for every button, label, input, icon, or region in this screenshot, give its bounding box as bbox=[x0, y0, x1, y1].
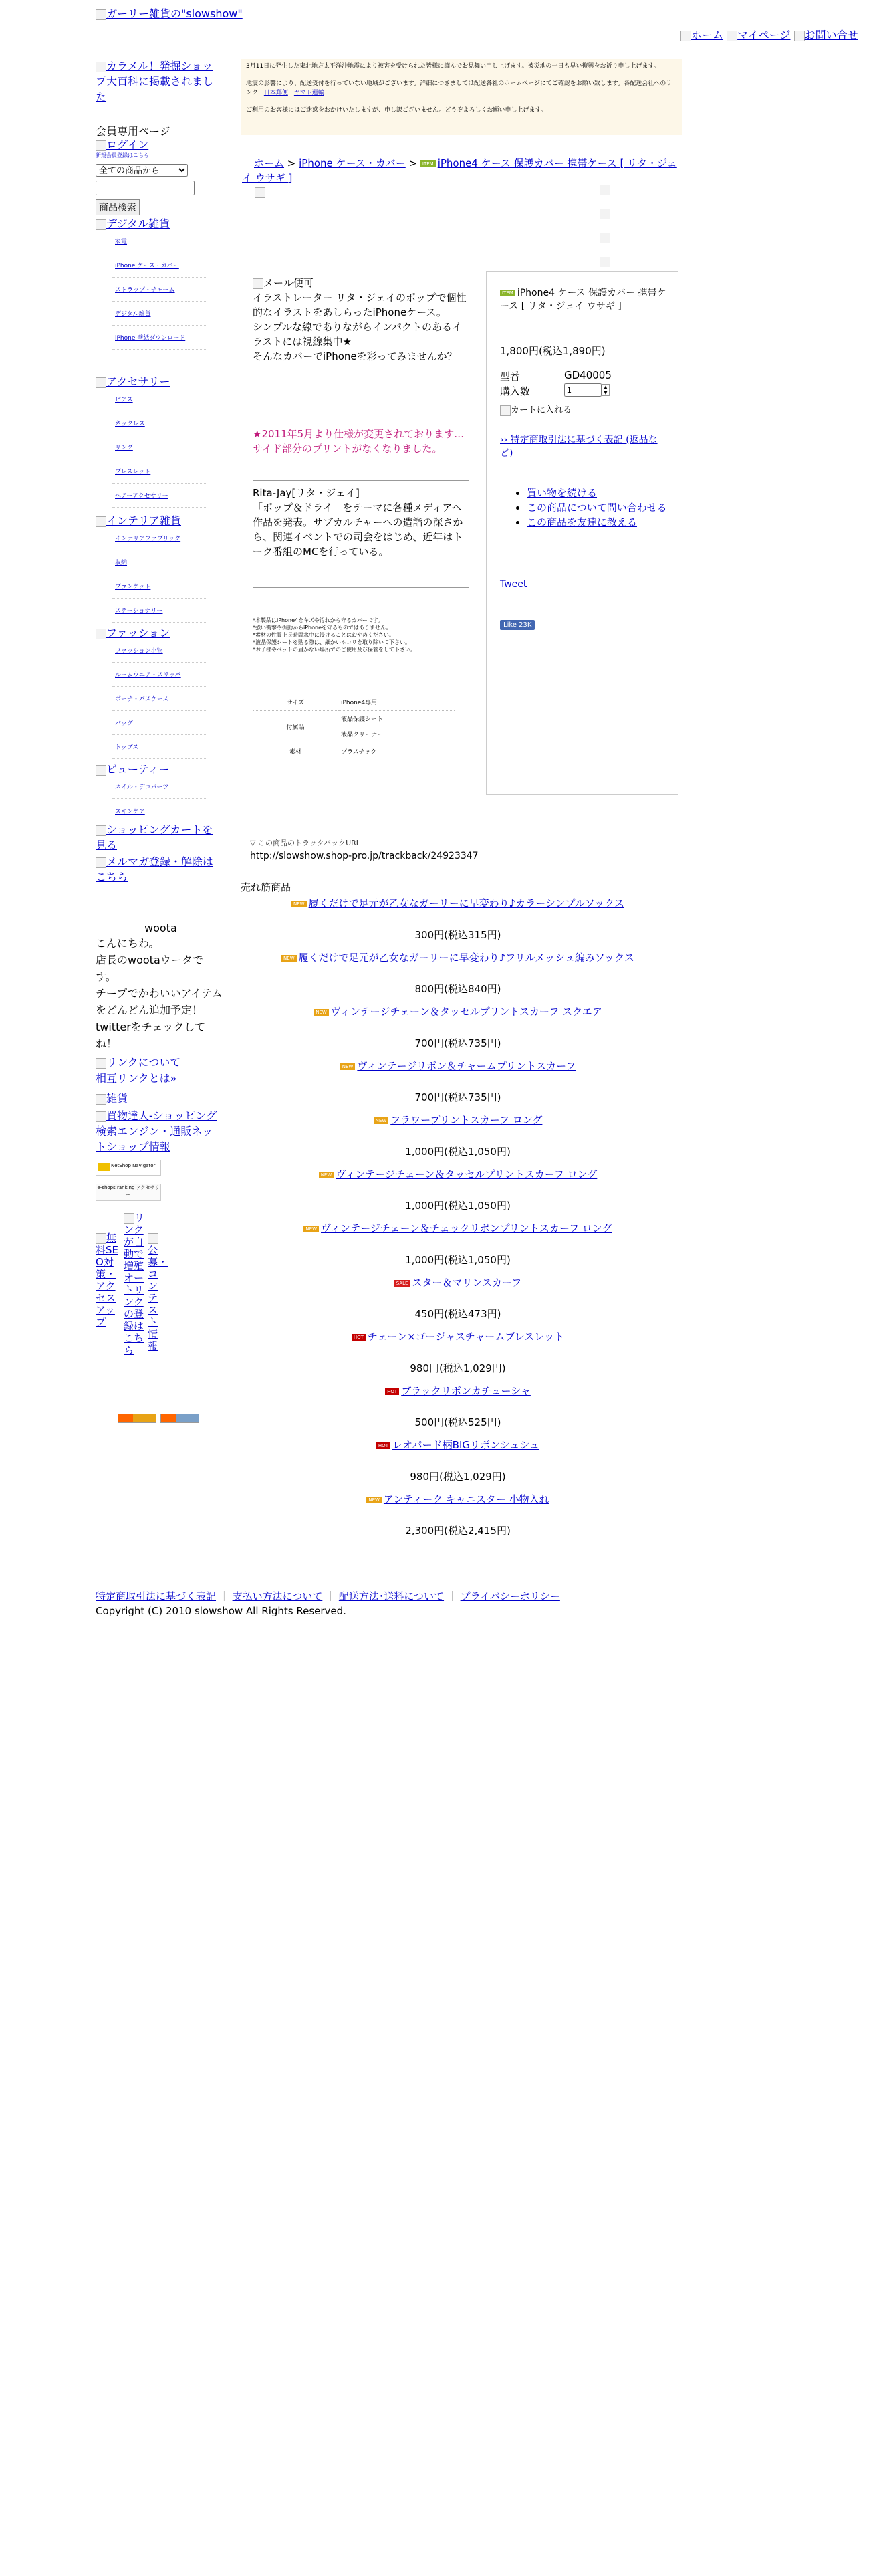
description bbox=[253, 276, 471, 364]
law-link[interactable]: ›› 特定商取引法に基づく表記 (返品など) bbox=[500, 435, 658, 459]
breadcrumb-category[interactable]: iPhone ケース・カバー bbox=[299, 157, 406, 169]
banner-image-icon bbox=[96, 62, 106, 72]
ranking-item-link[interactable]: レオパード柄BIGリボンシュシュ bbox=[392, 1439, 540, 1451]
sidebar-subcategory-link[interactable]: ブランケット bbox=[115, 584, 151, 591]
disaster-notice bbox=[241, 59, 682, 135]
seo-icon bbox=[96, 1233, 106, 1244]
search-engine-icon bbox=[96, 1111, 106, 1122]
sidebar-subcategory bbox=[115, 396, 202, 405]
sidebar-subcategory bbox=[115, 535, 202, 544]
category-title[interactable]: アクセサリー bbox=[106, 375, 170, 388]
breadcrumb-item[interactable]: iPhone4 ケース 保護カバー 携帯ケース [ リタ・ジェイ ウサギ ] bbox=[242, 157, 677, 184]
ranking-item bbox=[241, 1167, 675, 1212]
category-title[interactable]: インテリア雑貨 bbox=[106, 514, 182, 527]
category-heading[interactable] bbox=[96, 625, 170, 640]
sidebar-subcategory-link[interactable]: iPhone ケース・カバー bbox=[115, 263, 179, 270]
ranking-item-price: 1,000円(税込1,050円) bbox=[405, 1200, 511, 1212]
contact-icon bbox=[794, 31, 805, 41]
sidebar-subcategory bbox=[115, 444, 202, 453]
login-block[interactable] bbox=[96, 136, 148, 152]
rss-badge[interactable] bbox=[118, 1414, 156, 1423]
desc-text-1: イラストレーター リタ・ジェイのポップで個性的なイラストをあしらったiPhoneケース。 bbox=[253, 292, 467, 318]
ranking-item bbox=[241, 1221, 675, 1267]
ranking-item bbox=[241, 1329, 675, 1375]
sidebar-subcategory bbox=[115, 671, 202, 680]
sidebar-subcategory bbox=[115, 492, 202, 501]
ranking-item bbox=[241, 1004, 675, 1050]
zakka-icon bbox=[96, 1094, 106, 1105]
sidebar-subcategory-link[interactable]: ファッション小物 bbox=[115, 648, 163, 655]
link-about-icon bbox=[96, 1058, 106, 1069]
footer-payment-link[interactable]: 支払い方法について bbox=[232, 1590, 323, 1602]
cart-link[interactable]: ショッピングカートを見る bbox=[96, 823, 213, 851]
copyright: Copyright (C) 2010 slowshow All Rights Reserved. bbox=[96, 1605, 346, 1617]
ranking-item-link[interactable]: ヴィンテージチェーン＆タッセルプリントスカーフ ロング bbox=[336, 1168, 598, 1180]
sidebar-subcategory-link[interactable]: リング bbox=[115, 445, 133, 451]
login-link[interactable]: ログイン bbox=[106, 138, 149, 151]
search-category-select[interactable] bbox=[96, 164, 188, 177]
mailmag-link[interactable]: メルマガ登録・解除はこちら bbox=[96, 855, 214, 883]
ranking-badge-icon: HOT bbox=[376, 1442, 390, 1449]
sidebar-subcategory bbox=[115, 262, 202, 271]
seo-link[interactable]: 無料SEO対策・アクセスアップ bbox=[96, 1232, 118, 1328]
eshops-badge[interactable]: e-shops ranking アクセサリー bbox=[96, 1184, 161, 1201]
notice-line-2: 地震の影響により、配送受付を行っていない地域がございます。詳細につきましては配送各社のホームページにてご確認をお願い致します。各配送会社へのリンク bbox=[246, 80, 672, 96]
sidebar-subcategory bbox=[115, 420, 202, 429]
ranking-item-link[interactable]: チェーン×ゴージャスチャームブレスレット bbox=[367, 1331, 565, 1343]
model-label: 型番 bbox=[500, 370, 521, 383]
spec-row: 付属品 液晶保護シート 液晶クリーナー bbox=[253, 711, 455, 742]
pub-link[interactable]: 公募・コンテスト情報 bbox=[148, 1244, 168, 1352]
care-notes: *本製品はiPhone4をキズや汚れから守るカバーです。 *強い衝撃や振動からiPhoneを守るものではありません。 *素材の性質上長時間水中に浸けることはおやめください。 *液晶保護シートを貼る際は、細かいホコリを取り除いて下さい。 *お子様やペットの届かない場所でのご使用及び保管をして下さい。 bbox=[253, 617, 416, 653]
mail-bin-label: メール便可 bbox=[263, 277, 314, 289]
breadcrumb-home[interactable]: ホーム bbox=[254, 157, 285, 169]
thumb-image-icon-1[interactable] bbox=[600, 185, 610, 195]
artist-title: Rita-Jay[リタ・ジェイ] bbox=[253, 487, 360, 499]
netshop-badge[interactable]: NetShop Navigator bbox=[96, 1160, 161, 1176]
sidebar-subcategory-link[interactable]: 収納 bbox=[115, 560, 128, 566]
desc-text-2: シンプルな線でありながらインパクトのあるイラストには視線集中★ bbox=[253, 321, 462, 348]
product-actions bbox=[500, 486, 687, 530]
desc-text-3: そんなカバーでiPhoneを彩ってみませんか？ bbox=[253, 350, 457, 362]
inquiry-link[interactable]: この商品について問い合わせる bbox=[527, 502, 667, 514]
ranking-badge-icon: NEW bbox=[314, 1009, 329, 1016]
ranking-item-price: 300円(税込315円) bbox=[414, 929, 501, 941]
search-button[interactable]: 商品検索 bbox=[96, 199, 140, 215]
sidebar-subcategory-link[interactable]: 家電 bbox=[115, 239, 128, 245]
sidebar-subcategory-link[interactable]: ネイル・デコパーツ bbox=[115, 784, 169, 791]
logo-image-icon bbox=[96, 9, 106, 20]
sidebar-subcategory-link[interactable]: ネックレス bbox=[115, 421, 145, 427]
tell-friend-link[interactable]: この商品を友達に教える bbox=[527, 516, 638, 528]
ranking-badge-icon: HOT bbox=[352, 1334, 366, 1341]
link-about[interactable]: リンクについて bbox=[106, 1056, 181, 1069]
ranking-item-price: 700円(税込735円) bbox=[414, 1091, 501, 1103]
search-engine-block[interactable] bbox=[96, 1107, 220, 1154]
ranking-item-price: 700円(税込735円) bbox=[414, 1037, 501, 1049]
sidebar-subcategory bbox=[115, 583, 202, 592]
sidebar-subcategory-link[interactable]: スキンケア bbox=[115, 809, 145, 815]
banner-link[interactable]: カラメル！発掘ショップ大百科に掲載されました bbox=[96, 60, 214, 103]
sidebar-subcategory-link[interactable]: ポーチ・パスケース bbox=[115, 696, 169, 703]
nav-contact[interactable]: お問い合せ bbox=[804, 29, 858, 41]
ranking-item-price: 980円(税込1,029円) bbox=[410, 1471, 506, 1483]
sidebar-subcategory-link[interactable]: ステーショナリー bbox=[115, 608, 163, 615]
ranking-badge-icon: NEW bbox=[340, 1063, 356, 1070]
ranking-item-link[interactable]: ブラックリボンカチューシャ bbox=[401, 1385, 531, 1397]
like-button[interactable]: Like 23K bbox=[500, 620, 535, 630]
category-icon bbox=[96, 377, 106, 388]
ranking-item-price: 500円(税込525円) bbox=[414, 1416, 501, 1428]
ranking-item bbox=[241, 1384, 675, 1429]
model-value: GD40005 bbox=[564, 369, 612, 381]
cart-link-block[interactable] bbox=[96, 821, 216, 852]
thumb-image-icon-3[interactable] bbox=[600, 233, 610, 243]
mypage-icon bbox=[727, 31, 737, 41]
product-title: iPhone4 ケース 保護カバー 携帯ケース [ リタ・ジェイ ウサギ ] bbox=[500, 288, 666, 312]
sidebar-subcategory-link[interactable]: ヘアーアクセサリー bbox=[115, 493, 168, 500]
ranking-item bbox=[241, 1492, 675, 1537]
ranking-item bbox=[241, 896, 675, 942]
footer-privacy-link[interactable]: プライバシーポリシー bbox=[460, 1590, 560, 1602]
footer-shipping-link[interactable]: 配送方法･送料について bbox=[338, 1590, 445, 1602]
sidebar-subcategory bbox=[115, 607, 202, 616]
ranking-item-price: 2,300円(税込2,415円) bbox=[405, 1525, 511, 1537]
staff-name: woota bbox=[144, 922, 177, 934]
ranking-badge-icon: SALE bbox=[394, 1280, 410, 1287]
cart-add-icon bbox=[500, 405, 511, 416]
spec-table bbox=[253, 693, 455, 760]
ranking-badge-icon: NEW bbox=[319, 1172, 334, 1178]
sidebar-subcategory bbox=[115, 310, 202, 319]
category-title[interactable]: デジタル雑貨 bbox=[106, 217, 170, 230]
netshop-logo-icon bbox=[98, 1163, 110, 1171]
ranking-item bbox=[241, 950, 675, 996]
sidebar-subcategory bbox=[115, 238, 202, 247]
notice-link-yamato[interactable]: ヤマト運輸 bbox=[293, 90, 324, 96]
staff-message: こんにちわ。 店長のwootaウータです。 チープでかわいいアイテムをどんどん追加予定！ twitterをチェックしてね！ bbox=[96, 937, 223, 1050]
ranking-item-link[interactable]: ヴィンテージチェーン＆タッセルプリントスカーフ スクエア bbox=[330, 1006, 602, 1018]
ranking-item-link[interactable]: 履くだけで足元が乙女なガーリーに早変わり♪カラーシンプルソックス bbox=[308, 897, 624, 909]
sidebar-subcategory bbox=[115, 808, 202, 817]
sidebar-subcategory bbox=[115, 695, 202, 704]
ranking-item-link[interactable]: スター＆マリンスカーフ bbox=[412, 1277, 522, 1289]
ranking-badge-icon: NEW bbox=[374, 1117, 389, 1124]
search-input[interactable] bbox=[96, 181, 195, 195]
sidebar-subcategory bbox=[115, 334, 202, 343]
trackback-url: http://slowshow.shop-pro.jp/trackback/24923347 bbox=[250, 851, 479, 861]
qty-stepper[interactable]: ▲ ▼ bbox=[602, 384, 610, 396]
sidebar-subcategory bbox=[115, 559, 202, 568]
ranking-item bbox=[241, 1059, 675, 1104]
login-icon bbox=[96, 140, 106, 151]
category-title[interactable]: ビューティー bbox=[106, 763, 170, 776]
pub-icon bbox=[148, 1233, 158, 1244]
nav-mypage[interactable]: マイページ bbox=[737, 29, 791, 41]
atom-badge[interactable] bbox=[160, 1414, 199, 1423]
ranking-item-link[interactable]: フラワープリントスカーフ ロング bbox=[390, 1114, 543, 1126]
sidebar-subcategory-link[interactable]: ルームウエア・スリッパ bbox=[115, 672, 181, 679]
ranking-item-price: 800円(税込840円) bbox=[414, 983, 501, 995]
main-image-icon bbox=[255, 187, 265, 198]
ranking-item-link[interactable]: ヴィンテージリボン＆チャームプリントスカーフ bbox=[357, 1060, 576, 1072]
sidebar-subcategory-link[interactable]: ストラップ・チャーム bbox=[115, 287, 175, 294]
spec-change-notice: ★2011年5月より仕様が変更されております…サイド部分のプリントがなくなりました。 bbox=[253, 428, 465, 455]
sidebar-subcategory-link[interactable]: インテリアファブリック bbox=[115, 536, 181, 542]
qty-label: 購入数 bbox=[500, 385, 531, 397]
sidebar-subcategory bbox=[115, 744, 202, 752]
ranking-badge-icon: NEW bbox=[281, 955, 297, 962]
member-title: 会員専用ページ bbox=[96, 125, 170, 138]
nav-home[interactable]: ホーム bbox=[691, 29, 724, 41]
atom-icon bbox=[161, 1414, 176, 1422]
ranking-item-link[interactable]: アンティーク キャニスター 小物入れ bbox=[383, 1493, 549, 1505]
category-icon bbox=[96, 516, 106, 527]
cart-icon bbox=[96, 825, 106, 836]
notice-line-1: 3月11日に発生した東北地方太平洋沖地震により被害を受けられた皆様に謹んでお見舞い申し上げます。被災地の一日も早い復興をお祈り申し上げます。 bbox=[246, 63, 660, 70]
sidebar-subcategory bbox=[115, 720, 202, 728]
zakka-block[interactable] bbox=[96, 1090, 128, 1105]
category-heading[interactable] bbox=[96, 512, 181, 528]
sidebar-subcategory-link[interactable]: iPhone 壁紙ダウンロード bbox=[115, 335, 186, 342]
ranking-item bbox=[241, 1438, 675, 1483]
sidebar-subcategory-link[interactable]: ピアス bbox=[115, 397, 133, 403]
category-icon bbox=[96, 765, 106, 776]
ranking-item bbox=[241, 1113, 675, 1158]
ranking-item bbox=[241, 1275, 675, 1321]
spec-row: サイズ iPhone4専用 bbox=[253, 693, 455, 711]
notice-link-japanpost[interactable]: 日本郵便 bbox=[263, 90, 288, 96]
home-icon bbox=[680, 31, 691, 41]
ranking-title: 売れ筋商品 bbox=[241, 881, 291, 893]
sidebar-subcategory bbox=[115, 647, 202, 656]
ranking-item-link[interactable]: ヴィンテージチェーン＆チェックリボンプリントスカーフ ロング bbox=[321, 1222, 612, 1235]
footer-law-link[interactable]: 特定商取引法に基づく表記 bbox=[96, 1590, 217, 1602]
autolink-icon bbox=[124, 1213, 134, 1224]
register-link[interactable]: 新規会員登録はこちら bbox=[96, 152, 149, 158]
category-icon bbox=[96, 219, 106, 230]
link-mutual[interactable]: 相互リンクとは» bbox=[96, 1072, 177, 1085]
product-badge-icon: ITEM bbox=[500, 290, 515, 296]
mail-bin-icon bbox=[253, 278, 263, 289]
ranking-item-price: 1,000円(税込1,050円) bbox=[405, 1146, 511, 1158]
footer: 特定商取引法に基づく表記 ｜ 支払い方法について ｜ 配送方法･送料について ｜ プライバシーポリシー Copyright (C) 2010 slowshow All Rights Reserved. bbox=[96, 1590, 560, 1617]
ranking-item-price: 1,000円(税込1,050円) bbox=[405, 1254, 511, 1266]
sidebar-subcategory-link[interactable]: バッグ bbox=[115, 720, 134, 727]
category-icon bbox=[96, 629, 106, 639]
breadcrumb: ホーム > iPhone ケース・カバー > ITEM iPhone4 ケース 保護カバー 携帯ケース [ リタ・ジェイ ウサギ ] bbox=[242, 157, 677, 184]
ranking-badge-icon: NEW bbox=[366, 1497, 382, 1503]
category-heading[interactable] bbox=[96, 373, 170, 389]
notice-line-3: ご利用のお客様にはご迷惑をおかけいたしますが、申し訳ございません。どうぞよろしくお願い申し上げます。 bbox=[246, 107, 547, 114]
ranking-item-link[interactable]: 履くだけで足元が乙女なガーリーに早変わり♪フリルメッシュ編みソックス bbox=[298, 952, 634, 964]
rss-icon bbox=[118, 1414, 133, 1422]
product-price: 1,800円(税込1,890円) bbox=[500, 345, 606, 357]
sidebar-subcategory-link[interactable]: ブレスレット bbox=[115, 469, 151, 475]
ranking-badge-icon: NEW bbox=[303, 1226, 319, 1232]
sidebar-banner[interactable] bbox=[96, 58, 216, 104]
sidebar-subcategory bbox=[115, 468, 202, 477]
artist-text: 「ポップ＆ドライ」をテーマに各種メディアへ作品を発表。サブカルチャーへの造詣の深さから、関連イベントでの司会をはじめ、近年はトーク番組のMCを行っている。 bbox=[253, 502, 463, 558]
ranking-item-price: 980円(税込1,029円) bbox=[410, 1362, 506, 1374]
search-engine-link[interactable]: 買物達人-ショッピング検索エンジン・通販ネットショップ情報 bbox=[96, 1109, 217, 1153]
artist-block bbox=[253, 486, 471, 559]
logo-link[interactable]: ガーリー雑貨の"slowshow" bbox=[106, 7, 243, 20]
autolink-link[interactable]: リンクが自動で増殖オートリンクの登録はこちら bbox=[124, 1212, 145, 1356]
category-title[interactable]: ファッション bbox=[106, 627, 170, 639]
sidebar-subcategory bbox=[115, 784, 202, 792]
thumb-image-icon-2[interactable] bbox=[600, 209, 610, 219]
product-box bbox=[486, 271, 678, 795]
qty-input[interactable] bbox=[564, 383, 602, 397]
category-heading[interactable] bbox=[96, 215, 170, 231]
mail-icon bbox=[96, 857, 106, 868]
category-heading[interactable] bbox=[96, 761, 170, 776]
site-logo[interactable] bbox=[96, 5, 243, 21]
header-nav bbox=[680, 27, 858, 42]
zakka-link[interactable]: 雑貨 bbox=[106, 1092, 128, 1105]
link-about-block[interactable] bbox=[96, 1054, 180, 1069]
ranking-item-price: 450円(税込473円) bbox=[414, 1308, 501, 1320]
continue-shopping-link[interactable]: 買い物を続ける bbox=[527, 487, 598, 499]
sidebar-subcategory-link[interactable]: デジタル雑貨 bbox=[115, 311, 151, 318]
trackback-label: ▽ この商品のトラックバックURL bbox=[250, 839, 360, 847]
ranking-badge-icon: HOT bbox=[385, 1388, 399, 1395]
sidebar-subcategory-link[interactable]: トップス bbox=[115, 744, 139, 751]
ranking-badge-icon: NEW bbox=[291, 901, 307, 907]
link-badges bbox=[96, 1205, 229, 1356]
item-badge-icon: ITEM bbox=[420, 160, 436, 167]
mail-link-block[interactable] bbox=[96, 853, 216, 884]
sidebar-subcategory bbox=[115, 286, 202, 295]
spec-row: 素材 プラスチック bbox=[253, 742, 455, 760]
add-to-cart[interactable]: カートに入れる bbox=[500, 403, 572, 416]
tweet-link[interactable]: Tweet bbox=[500, 579, 527, 590]
thumb-image-icon-4[interactable] bbox=[600, 257, 610, 267]
